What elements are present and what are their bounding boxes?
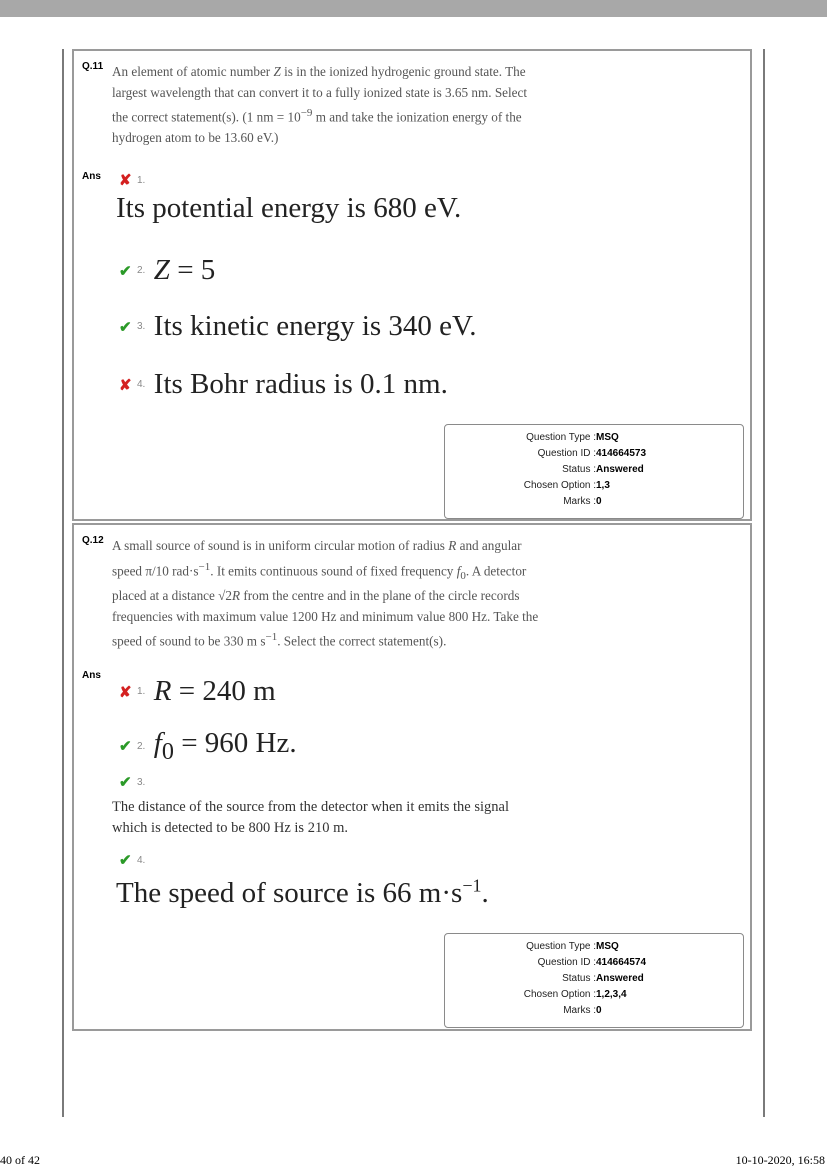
option-3: ✔ 3.: [119, 774, 146, 791]
question-status: Answered: [596, 973, 644, 984]
page-number: 40 of 42: [0, 1153, 40, 1167]
option-4-text: The speed of source is 66 $m\cdot s^{-1}$.: [116, 875, 489, 909]
cross-icon: ✘: [119, 683, 132, 701]
left-border-line: [62, 49, 64, 1117]
option-1-text: Its potential energy is 680 eV.: [116, 192, 462, 224]
print-datetime: 10-10-2020, 16:58: [735, 1153, 825, 1167]
option-4: ✔ 4.: [119, 852, 146, 869]
cross-icon: ✘: [119, 376, 132, 394]
check-icon: ✔: [119, 262, 132, 280]
question-text: A small source of sound is in uniform circular motion of radius R and angular speed π/10 $rad\cdot s^{-1}$. It emits continuous sound of fixed frequency $f_0$. A detector placed at a distance √2R from the centre and in the plane of the circle records frequencies with maximum value 1200 Hz and minimum value 800 Hz. Take the speed of sound to be 330 m $s^{-1}$. Select the correct statement(s).: [112, 538, 539, 649]
check-icon: ✔: [119, 852, 132, 869]
question-id: 414664574: [596, 957, 647, 968]
answer-label: Ans: [82, 171, 101, 182]
question-meta-box: Question Type : MSQ Question ID : 414664573 Status : Answered Chosen Option : 1,3 Marks : 0: [444, 424, 744, 519]
cross-icon: ✘: [119, 172, 132, 189]
question-card-11: [72, 49, 752, 521]
check-icon: ✔: [119, 738, 132, 756]
answer-label: Ans: [82, 670, 101, 681]
question-card-12: [72, 523, 752, 1031]
question-type: MSQ: [596, 432, 619, 443]
option-1: ✘ 1. R = 240 m: [119, 675, 276, 707]
chosen-option: 1,2,3,4: [596, 989, 627, 1000]
question-text: An element of atomic number Z is in the ionized hydrogenic ground state. The largest wavelength that can convert it to a fully ionized state is 3.65 nm. Select the correct statement(s). (1 nm = $10^{-9}$ m and take the ionization energy of the hydrogen atom to be 13.60 eV.): [112, 64, 528, 145]
option-4: ✘ 4. Its Bohr radius is 0.1 nm.: [119, 368, 448, 400]
chosen-option: 1,3: [596, 480, 610, 491]
question-id: 414664573: [596, 448, 647, 459]
option-3-text: The distance of the source from the detector when it emits the signal which is detected to be 800 Hz is 210 m.: [112, 799, 510, 836]
marks: 0: [596, 1005, 602, 1016]
option-3: ✔ 3. Its kinetic energy is 340 eV.: [119, 310, 477, 342]
question-status: Answered: [596, 464, 644, 475]
top-bar: [0, 0, 827, 17]
question-type: MSQ: [596, 941, 619, 952]
option-1: ✘ 1.: [119, 172, 146, 189]
check-icon: ✔: [119, 774, 132, 791]
marks: 0: [596, 496, 602, 507]
question-number: Q.11: [82, 61, 104, 72]
option-2: ✔ 2. Z = 5: [119, 254, 216, 286]
right-border-line: [763, 49, 765, 1117]
question-number: Q.12: [82, 535, 104, 546]
option-2: ✔ 2. $f_0 = 960$ Hz.: [119, 727, 297, 765]
question-meta-box: Question Type : MSQ Question ID : 414664574 Status : Answered Chosen Option : 1,2,3,4 Marks : 0: [444, 933, 744, 1028]
check-icon: ✔: [119, 318, 132, 336]
